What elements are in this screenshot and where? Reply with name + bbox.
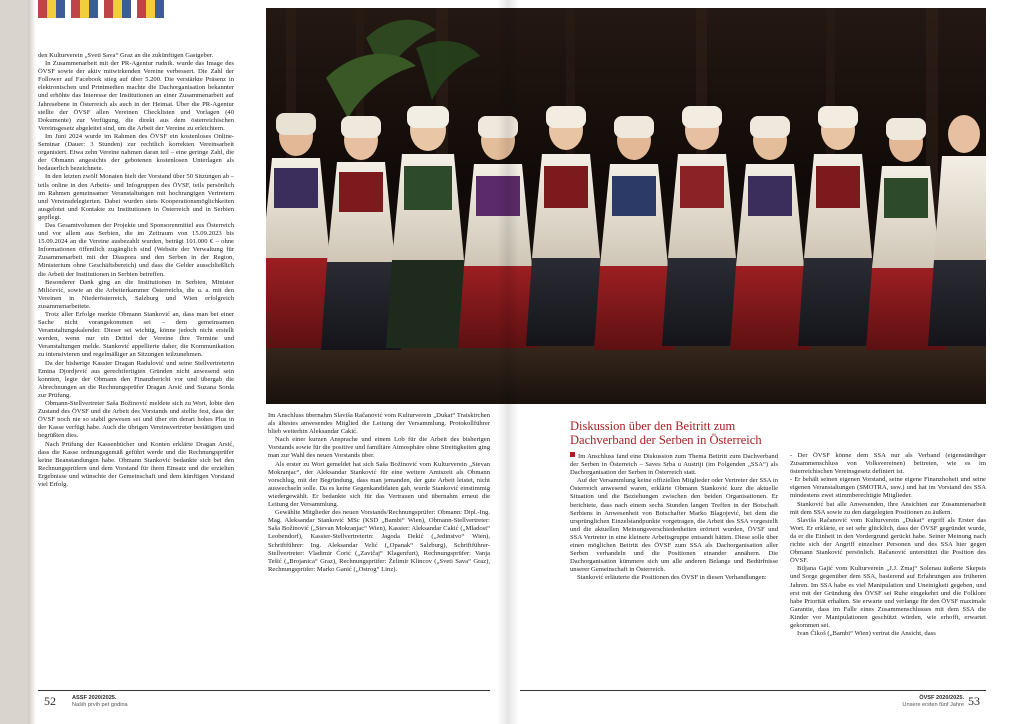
paragraph: Obmann-Stellvertreter Saša Božinović meldete sich zu Wort, lobte den Zustand des ÖVSF und die Arbeit des Vorstands und stellte fest, dass der ÖVSF noch nie so stabil gewesen sei und über ein derart hohes Plus in der Kasse verfügt habe. Auch die übrigen Vereinsvertreter bestätigten und begrüßten dies. (38, 400, 234, 440)
footer-left-title: ASSF 2020/2025. (72, 695, 117, 701)
page-number-left: 52 (44, 694, 56, 708)
paragraph: In den letzten zwölf Monaten hielt der Vorstand über 50 Sitzungen ab – teils online in den Arbeits- und Infogruppen des ÖVSF, teils persönlich im Rahmen gemeinsamer Veranstaltungen mit hochrangigen Vertretern und Vereinsdelegierten. Dabei wurden stets Kooperationsmöglichkeiten ausgelotet und Kontakte zu Institutionen in Österreich und in Serbien gepflegt. (38, 173, 234, 221)
paragraph: den Kulturverein „Sveti Sava“ Graz an die zukünftigen Gastgeber. (38, 52, 214, 59)
footer-divider-right (520, 690, 986, 691)
paragraph: Da der bisherige Kassier Dragan Radulović und seine Stellvertreterin Emina Djordjević aus gerechtfertigten Gründen nicht anwesend sein konnten, legte der Obmann den Finanzbericht vor und übergab die Abrechnungen an die Rechnungsprüfer Dragan Arsić und Suzana Sorda zur Prüfung. (38, 359, 234, 399)
left-page-body-text (38, 52, 234, 489)
paragraph: Stanković erläuterte die Positionen des ÖVSF in diesen Verhandlungen: (577, 574, 767, 582)
footer-left-subtitle: Naših prvih pet godina (72, 702, 128, 708)
footer-right (880, 695, 964, 709)
bullet-point: - Der ÖVSF könne dem SSA nur als Verband (eigenständiger Zusammenschluss von Volksvereinen) beitreten, wie es im österreichischen Vereinsgesetz definiert ist. (790, 452, 986, 476)
ribbon-decoration (38, 0, 168, 18)
page-number-right: 53 (968, 694, 980, 708)
page-edge-decoration (0, 0, 36, 724)
paragraph: Besonderer Dank ging an die Institutionen in Serbien, Minister Milićević, sowie an die Arbeiterkammer Österreichs, die u. a. mit den Vereinen in Niederösterreich, Salzburg und Wien erfolgreich zusammenarbeitete. (38, 278, 234, 310)
paragraph: Im Juni 2024 wurde im Rahmen des ÖVSF ein kostenloses Online-Seminar (Dauer: 3 Stunden) zur rechtlich korrekten Vereinsarbeit organisiert. Etwa zehn Vereine nahmen daran teil – eine geringe Zahl, die der Obmann angesichts der gebotenen kostenlosen Unterlagen als bedauerlich bezeichnete. (38, 132, 234, 173)
bullet-point: - Er behält seinen eigenen Vorstand, seine eigene Finanzhoheit und seine eigenen Veranstaltungen (SMOTRA, usw.) und hat im Vorstand des SSA mindestens zwei stimmberechtigte Mitglieder. (790, 476, 986, 500)
footer-left (72, 695, 128, 709)
paragraph: Nach einer kurzen Ansprache und einem Lob für die Arbeit des bisherigen Vorstands sowie für die positive und familiäre Atmosphäre ohne Streitigkeiten ging man zur Wahl des neuen Vorstands über. (268, 436, 490, 460)
paragraph-text: Im Anschluss fand eine Diskussion zum Thema Beitritt zum Dachverband der Serben in Österreich – Saves Srba u Austriji (im Folgenden „SSA“) als Dachorganisation der Serben in Österreich statt. (570, 453, 778, 477)
paragraph: Stanković bat alle Anwesenden, ihre Ansichten zur Zusammenarbeit mit dem SSA sowie zu den dargelegten Positionen zu äußern. (790, 500, 986, 516)
paragraph: Trotz aller Erfolge merkte Obmann Stanković an, dass man bei einer Sache nicht vorangekommen sei – dem gemeinsamen Veranstaltungskalender. Dieser sei wichtig, könne jedoch nicht erstellt werden, wenn nur ein Drittel der Vereine ihre Termine und Veranstaltungen melde. Stanković appellierte daher, die Kommunikation zu intensivieren und regelmäßiger an Sitzungen teilzunehmen. (38, 311, 234, 359)
paragraph: Im Anschluss übernahm Slaviša Račanović vom Kulturverein „Dukat“ Traiskirchen als ältestes anwesendes Mitglied die Leitung der Versammlung. Protokollführer blieb weiterhin Aleksandar Cakić. (268, 412, 490, 436)
paragraph: In Zusammenarbeit mit der PR-Agentur rudnik. wurde das Image des ÖVSF sowie der aktiv mitwirkenden Vereine verbessert. Die Zahl der Follower auf Facebook stieg auf über 5.200. Die verstärkte Präsenz in elektronischen und Printmedien machte die Dachorganisation bekannter und erhöhte das Interesse der Institutionen an einer Zusammenarbeit auf Jahresebene in Österreich als auch in der Heimat. Über die PR-Agentur stellte der ÖVSF allen Vereinen Checklisten und Vorlagen (40 Dokumente) zur Verfügung, die direkt aus dem österreichischen Vereinsgesetz abgeleitet sind, um die Arbeit der Vereine zu erleichtern. (38, 60, 234, 132)
folklore-ensemble-stage-photo (266, 8, 986, 404)
article-headline: Diskussion über den Beitritt zum Dachverband der Serben in Österreich (570, 419, 762, 447)
paragraph: Auf der Versammlung keine offiziellen Mitglieder oder Vertreter der SSA in Österreich anwesend waren, erklärte Obmann Stanković kurz die aktuelle Situation und die Beziehungen zwischen den beiden Organisationen. Er berichtete, dass nach einem sechs Stunden langen Treffen in der Botschaft Serbiens in Anwesenheit von Botschafter Marko Blagojević, bei dem die ursprünglichen Einzelstandpunkte vorgetragen, die Arbeit des SSA vorgestellt und die aktuellen Meinungsverschiedenheiten erörtert wurden, ÖVSF und SSA Vertreter in eine kleinere Arbeitsgruppe entsandt hätten. Diese solle über einen möglichen Beitritt des ÖVSF zum SSA als Dachorganisation aller Serben verhandeln und die Positionen einander annähern. Die Dachorganisation kümmere sich um alle anderen Belange und Bedürfnisse unserer Gemeinschaft in Österreich. (570, 477, 778, 574)
square-bullet-icon (570, 452, 575, 457)
paragraph: Das Gesamtvolumen der Projekte und Sponsorenmittel aus Österreich und vor allem aus Serbien, die im Zeitraum von 15.09.2023 bis 15.09.2024 an die Vereine ausbezahlt wurden, beträgt 101.000 € – ohne Informationen öffentlich zugänglich sind (Website der Verwaltung für Zusammenarbeit mit der Diaspora und den Serben in der Region, Ministerium ohne Geschäftsbereich) und dass die Gelder ausschließlich die Arbeit der Institutionen in Serbien betreffen. (38, 221, 234, 278)
footer-divider-left (38, 690, 490, 691)
paragraph: Gewählte Mitglieder des neuen Vorstands/Rechnungsprüfer: Obmann: Dipl.-Ing. Mag. Aleksandar Stanković MSc (KSD „Bambi“ Wien), Obmann-Stellvertreter: Saša Božinović („Stevan Mokranjac“ Wien), Kassier: Aleksandar Cakić („Mladost“ Leobendorf), Kassier-Stellvertreterin: Jagoda Dekić („Jedinstvo“ Wien), Schriftführer: Ing. Aleksandar Velić („Opanak“ Salzburg), Schriftführer-Stellvertreter: Vladimir Ćorić („Zavičaj“ Klagenfurt), Rechnungsprüfer: Vanja Tešić („Brojanica“ Graz), Rechnungsprüfer: Želimir Klincov („Sveti Sava“ Graz), Rechnungsprüfer: Marko Ganić („Ostrog“ Linz). (268, 509, 490, 573)
paragraph: Ivan Čikoš („Bambi“ Wien) vertrat die Ansicht, dass (797, 630, 936, 638)
paragraph-lead (570, 452, 778, 477)
paragraph: Als erster zu Wort gemeldet hat sich Saša Božinović vom Kulturverein „Stevan Mokranjac“, der Aleksandar Stanković für eine weitere Amtszeit als Obmann vorschlug, mit der Begründung, dass man jemanden, der gute Arbeit leistet, nicht auswechseln solle. Da es keine Gegenkandidaten gab, wurde Stanković einstimmig wiedergewählt. Er bedankte sich für das Vertrauen und übernahm erneut die Leitung der Versammlung. (268, 460, 490, 509)
footer-right-title: ÖVSF 2020/2025. (919, 695, 964, 701)
paragraph: Nach Prüfung der Kassenbücher und Konten erklärte Dragan Arsić, dass die Kasse ordnungsgemäß geführt werde und die Rechnungsprüfer keine Beanstandungen habe. Obmann Stanković bedankte sich bei den Rechnungsprüfern und dem Vorstand für ihren Einsatz und die erzielten Ergebnisse und wünschte der Gemeinschaft und dem künftigen Vorstand viel Erfolg. (38, 440, 234, 488)
article-body-column (570, 452, 778, 583)
footer-right-subtitle: Unsere ersten fünf Jahre (902, 702, 964, 708)
middle-column-body-text (268, 412, 490, 574)
paragraph: Slaviša Račanović vom Kulturverein „Dukat“ ergriff als Erster das Wort. Er erklärte, er sei sehr glücklich, dass der ÖVSF gegründet wurde, da er die Einheit in den Vordergrund gerückt habe. Seiner Meinung nach richte sich der Angriff einzelner Personen und des SSA hier gegen Obmann Stanković persönlich. Račanović unterstützt die Position des ÖVSF. (790, 516, 986, 565)
paragraph: Biljana Gajić vom Kulturverein „J.J. Zmaj“ Solenau äußerte Skepsis und Sorge gegenüber dem SSA, basierend auf Erfahrungen aus früheren Jahren. Im SSA habe es viel Manipulation und Uneinigkeit gegeben, und erst mit der Gründung des ÖVSF sei Ruhe eingekehrt und die Folklore habe Priorität erhalten. Sie erwarte und verlange für den ÖVSF maximale Garantie, dass im Falle eines Zusammenschlusses mit dem SSA die Kinder vor Manipulationen geschützt würden, wie erhofft, erwartet gekommen sei. (790, 565, 986, 629)
article-continuation-column (790, 452, 986, 638)
